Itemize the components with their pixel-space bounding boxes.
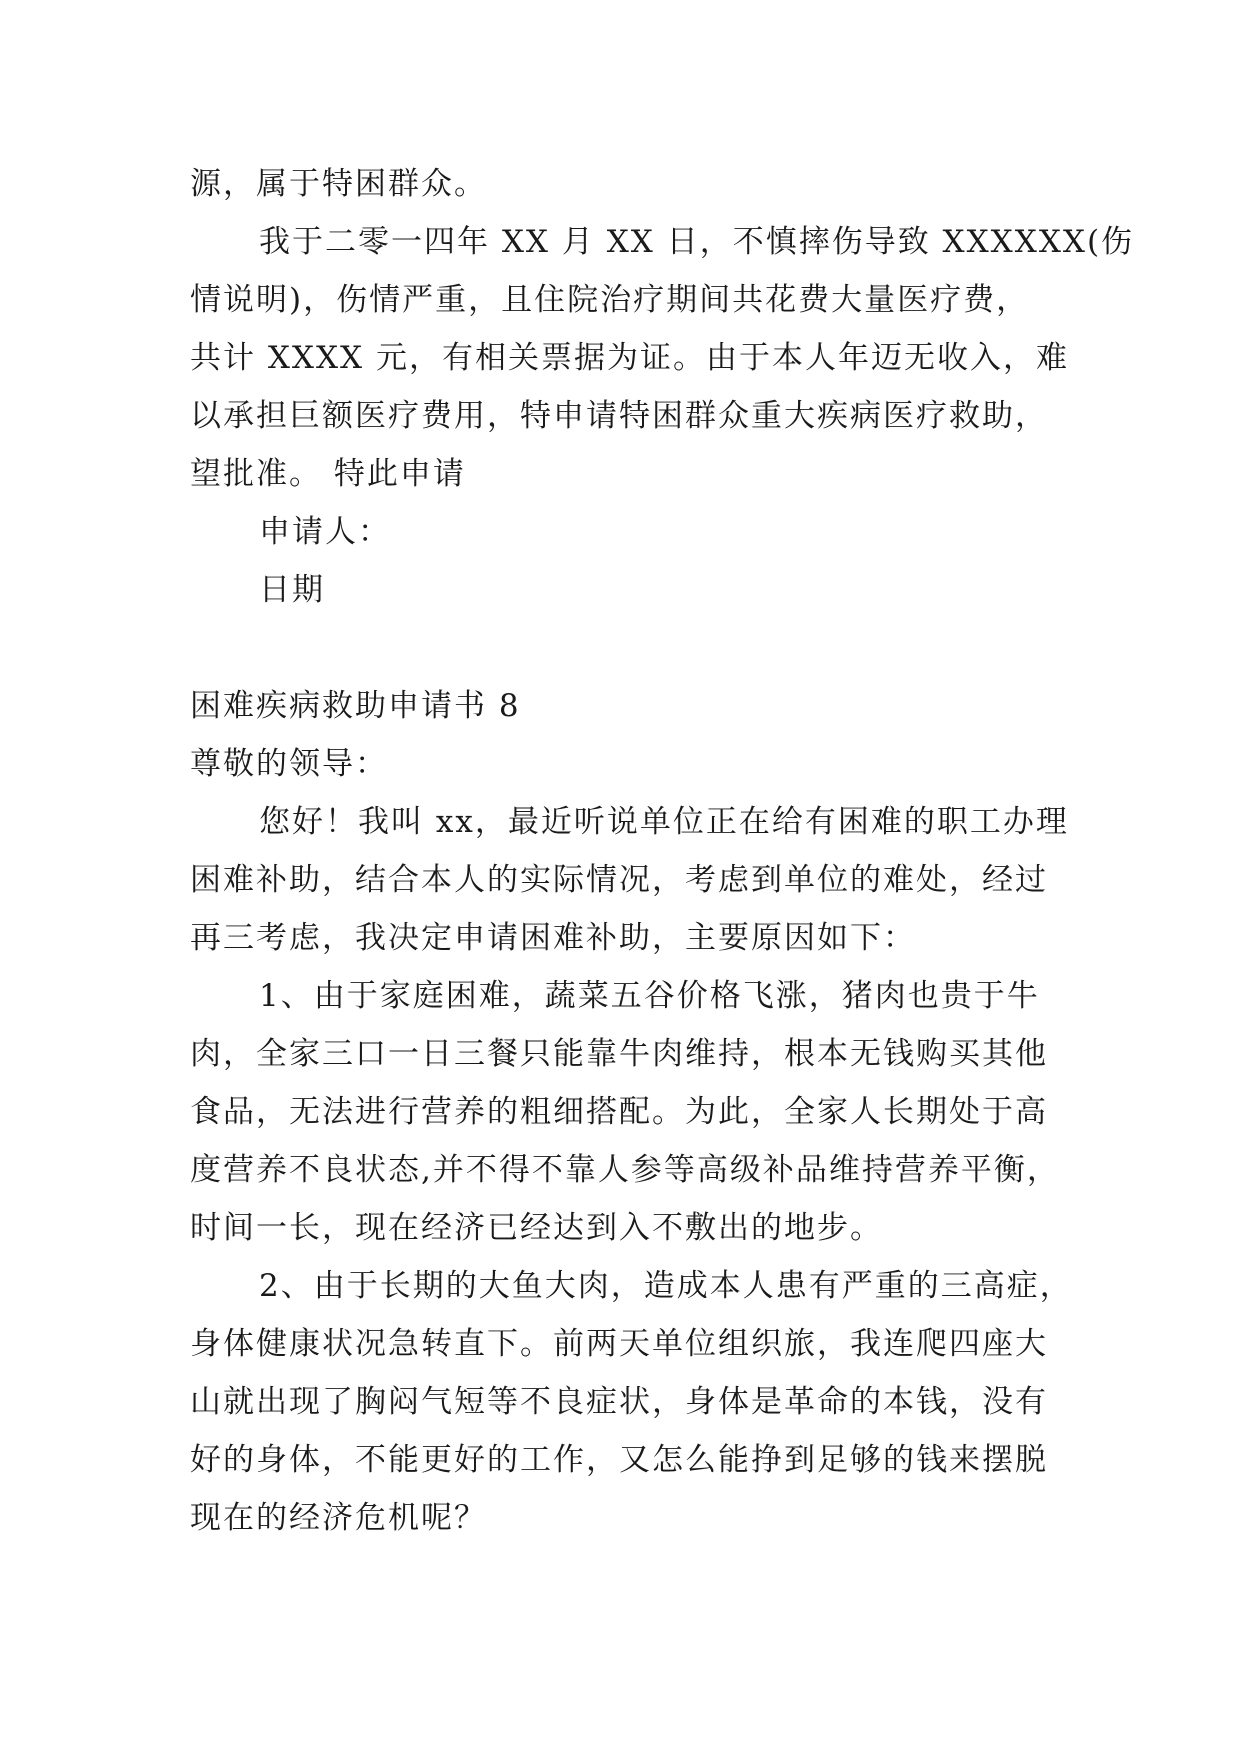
paragraph-line: 时间一长，现在经济已经达到入不敷出的地步。 — [190, 1210, 883, 1246]
applicant-label: 申请人： — [259, 514, 391, 550]
paragraph-line: 好的身体，不能更好的工作，又怎么能挣到足够的钱来摆脱 — [190, 1442, 1048, 1478]
section-title: 困难疾病救助申请书 8 — [190, 688, 521, 724]
paragraph-line: 2、由于长期的大鱼大肉，造成本人患有严重的三高症， — [259, 1268, 1073, 1304]
paragraph-line: 度营养不良状态,并不得不靠人参等高级补品维持营养平衡， — [190, 1152, 1060, 1188]
salutation: 尊敬的领导： — [190, 746, 388, 782]
paragraph-line: 再三考虑，我决定申请困难补助，主要原因如下： — [190, 920, 916, 956]
paragraph-line: 源，属于特困群众。 — [190, 166, 487, 202]
paragraph-line: 我于二零一四年 XX 月 XX 日，不慎摔伤导致 XXXXXX(伤 — [259, 224, 1135, 260]
paragraph-line: 食品，无法进行营养的粗细搭配。为此，全家人长期处于高 — [190, 1094, 1048, 1130]
paragraph-line: 山就出现了胸闷气短等不良症状，身体是革命的本钱，没有 — [190, 1384, 1048, 1420]
paragraph-line: 情说明)，伤情严重，且住院治疗期间共花费大量医疗费， — [190, 282, 1030, 318]
paragraph-line: 肉，全家三口一日三餐只能靠牛肉维持，根本无钱购买其他 — [190, 1036, 1048, 1072]
paragraph-line: 现在的经济危机呢？ — [190, 1500, 487, 1536]
paragraph-line: 望批准。 特此申请 — [190, 456, 466, 492]
paragraph-line: 共计 XXXX 元，有相关票据为证。由于本人年迈无收入，难 — [190, 340, 1069, 376]
paragraph-line: 身体健康状况急转直下。前两天单位组织旅，我连爬四座大 — [190, 1326, 1048, 1362]
paragraph-line: 您好！我叫 xx，最近听说单位正在给有困难的职工办理 — [259, 804, 1069, 840]
paragraph-line: 以承担巨额医疗费用，特申请特困群众重大疾病医疗救助， — [190, 398, 1048, 434]
paragraph-line: 1、由于家庭困难，蔬菜五谷价格飞涨，猪肉也贵于牛 — [259, 978, 1040, 1014]
paragraph-line: 困难补助，结合本人的实际情况，考虑到单位的难处，经过 — [190, 862, 1048, 898]
date-label: 日期 — [259, 572, 325, 608]
